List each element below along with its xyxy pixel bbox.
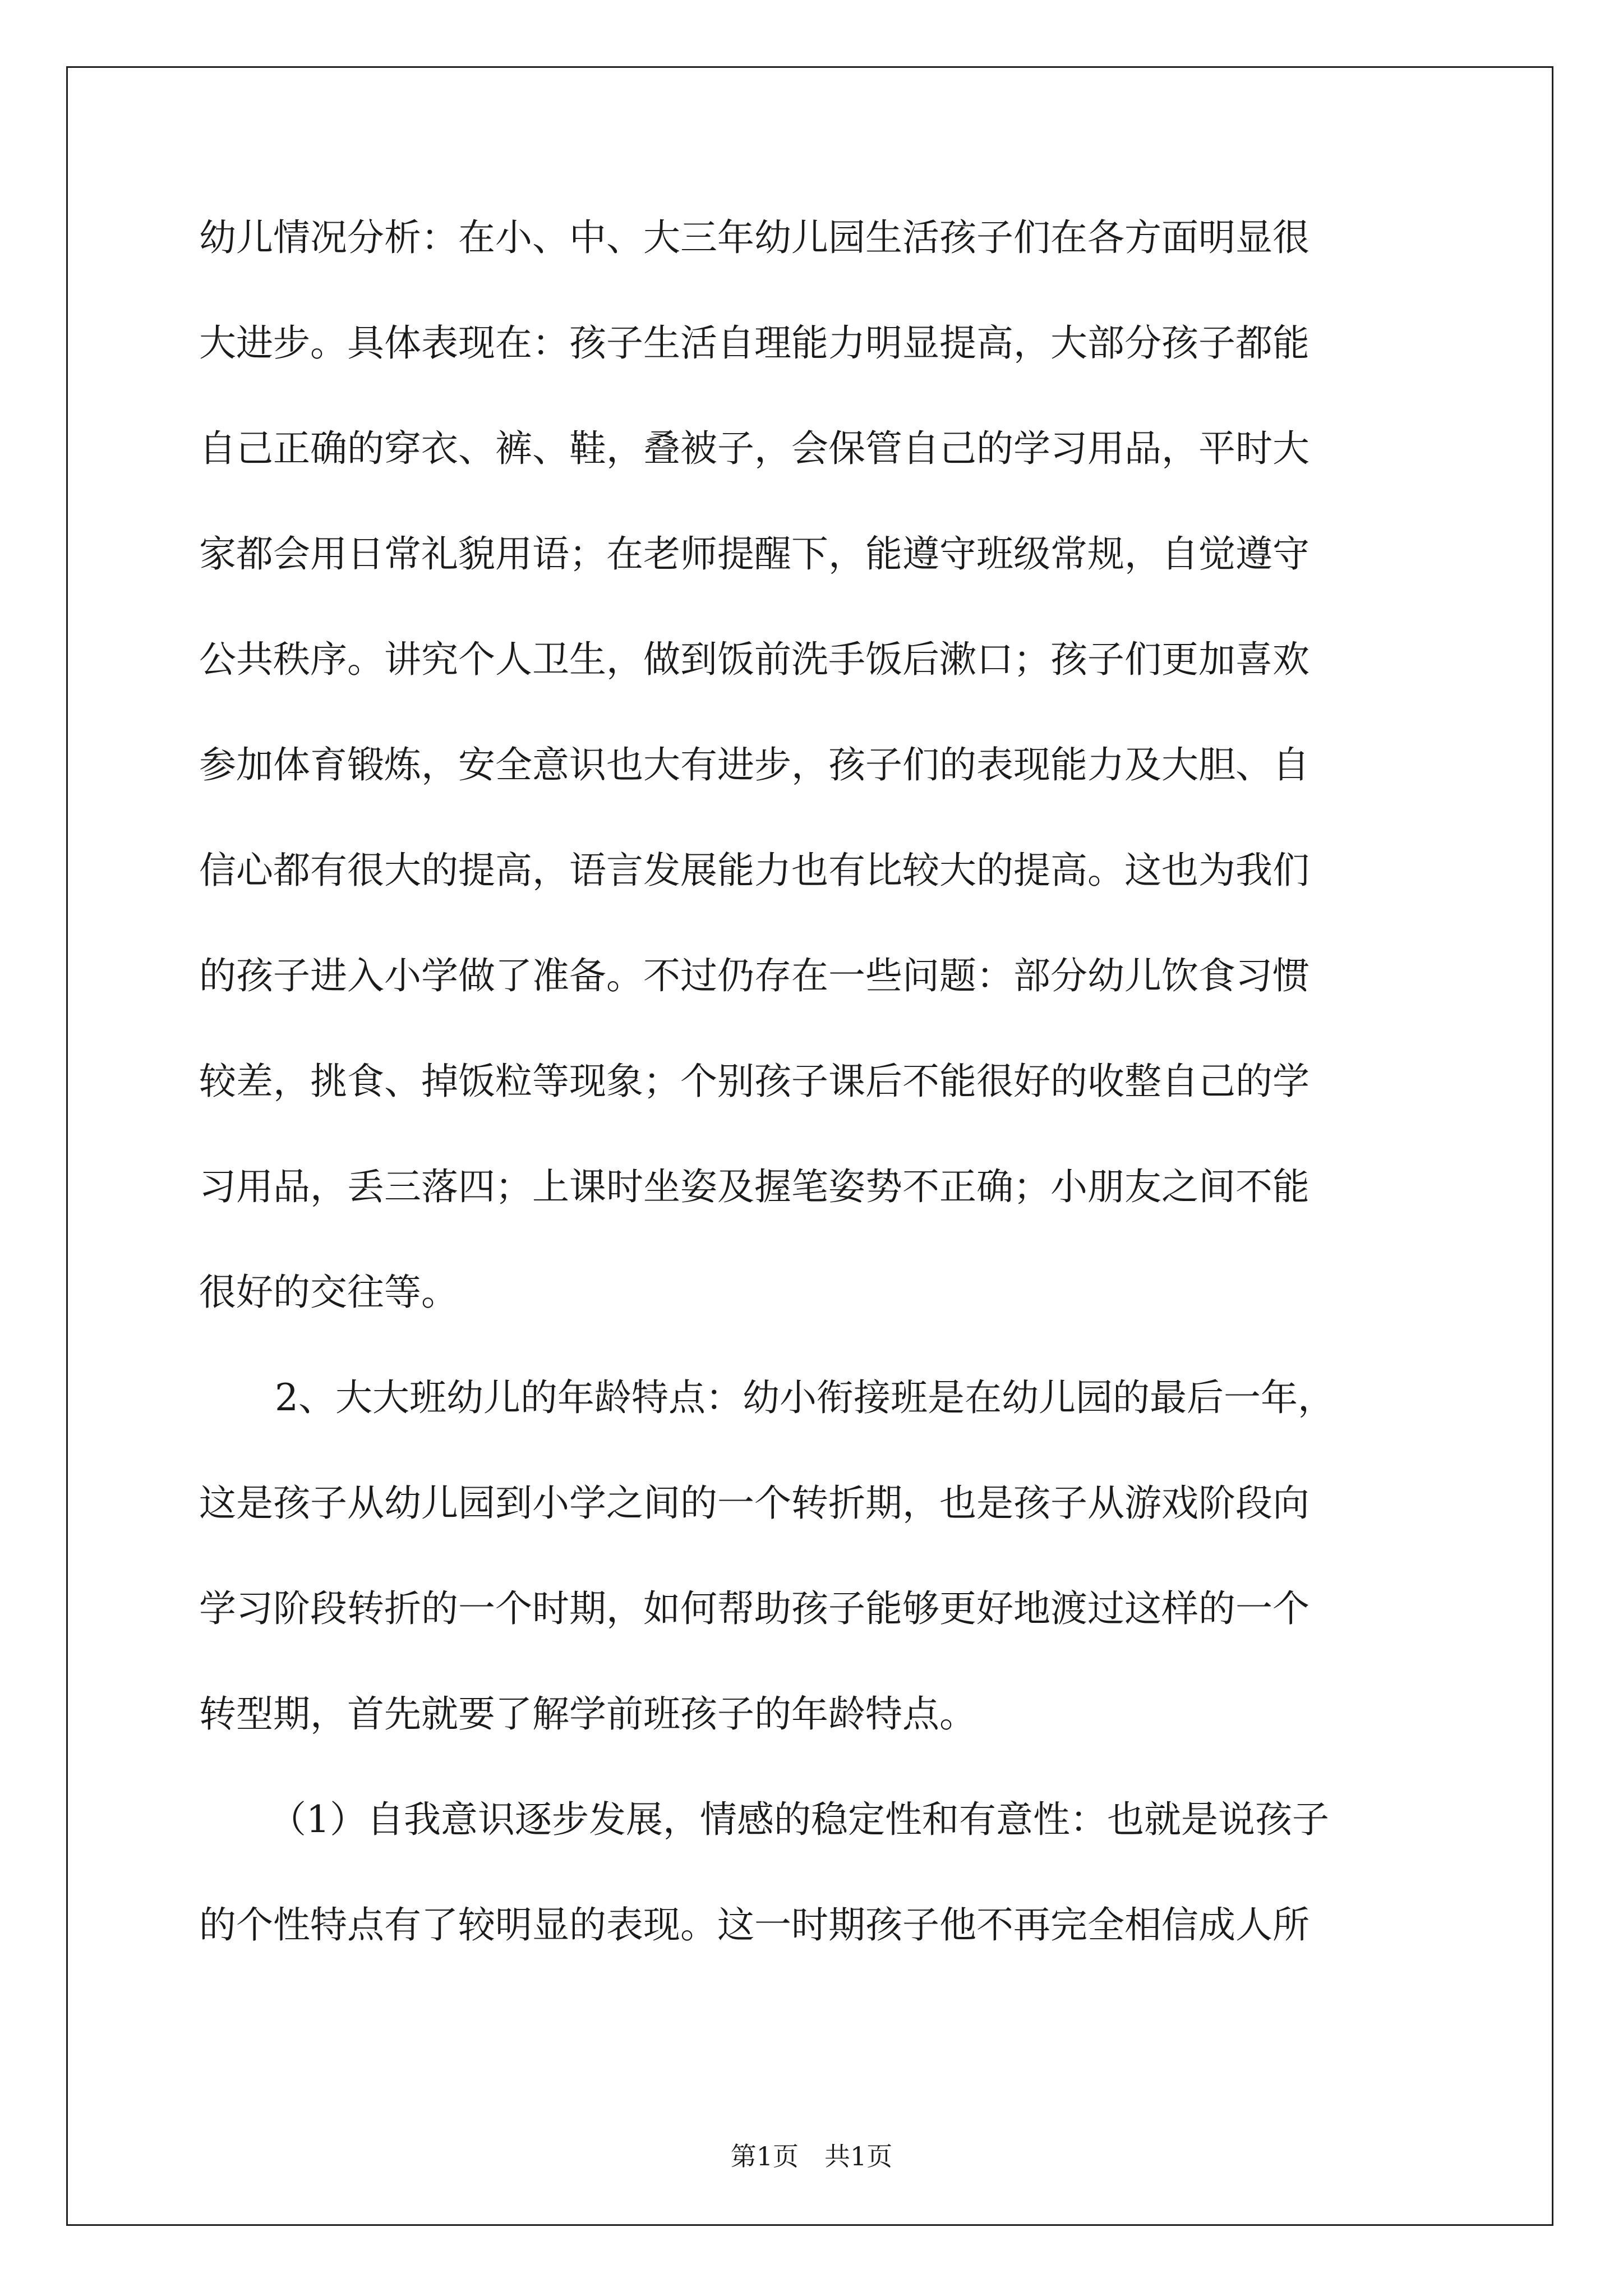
text-line-5: 公共秩序。讲究个人卫生，做到饭前洗手饭后漱口；孩子们更加喜欢 (199, 638, 1310, 681)
text-line-6: 参加体育锻炼，安全意识也大有进步，孩子们的表现能力及大胆、自 (199, 743, 1310, 786)
page-footer: 第1页 共1页 (730, 2141, 893, 2171)
text-line-12: 2、大大班幼儿的年龄特点：幼小衔接班是在幼儿园的最后一年， (275, 1376, 1335, 1419)
text-line-13: 这是孩子从幼儿园到小学之间的一个转折期，也是孩子从游戏阶段向 (199, 1481, 1310, 1525)
text-line-8: 的孩子进入小学做了准备。不过仍存在一些问题：部分幼儿饮食习惯 (199, 954, 1310, 997)
text-line-14: 学习阶段转折的一个时期，如何帮助孩子能够更好地渡过这样的一个 (199, 1587, 1310, 1630)
text-line-11: 很好的交往等。 (199, 1271, 458, 1314)
text-line-17: 的个性特点有了较明显的表现。这一时期孩子他不再完全相信成人所 (199, 1903, 1310, 1947)
text-line-9: 较差，挑食、掉饭粒等现象；个别孩子课后不能很好的收整自己的学 (199, 1060, 1310, 1103)
page-border (66, 66, 1553, 2226)
text-line-4: 家都会用日常礼貌用语；在老师提醒下，能遵守班级常规，自觉遵守 (199, 532, 1310, 576)
text-line-10: 习用品，丢三落四；上课时坐姿及握笔姿势不正确；小朋友之间不能 (199, 1165, 1310, 1208)
text-line-7: 信心都有很大的提高，语言发展能力也有比较大的提高。这也为我们 (199, 849, 1310, 892)
text-line-3: 自己正确的穿衣、裤、鞋，叠被子，会保管自己的学习用品，平时大 (199, 427, 1310, 470)
text-line-16: （1）自我意识逐步发展，情感的稳定性和有意性：也就是说孩子 (269, 1798, 1329, 1841)
text-line-2: 大进步。具体表现在：孩子生活自理能力明显提高，大部分孩子都能 (199, 321, 1310, 365)
text-line-1: 幼儿情况分析：在小、中、大三年幼儿园生活孩子们在各方面明显很 (199, 216, 1310, 259)
text-line-15: 转型期，首先就要了解学前班孩子的年龄特点。 (199, 1692, 976, 1736)
